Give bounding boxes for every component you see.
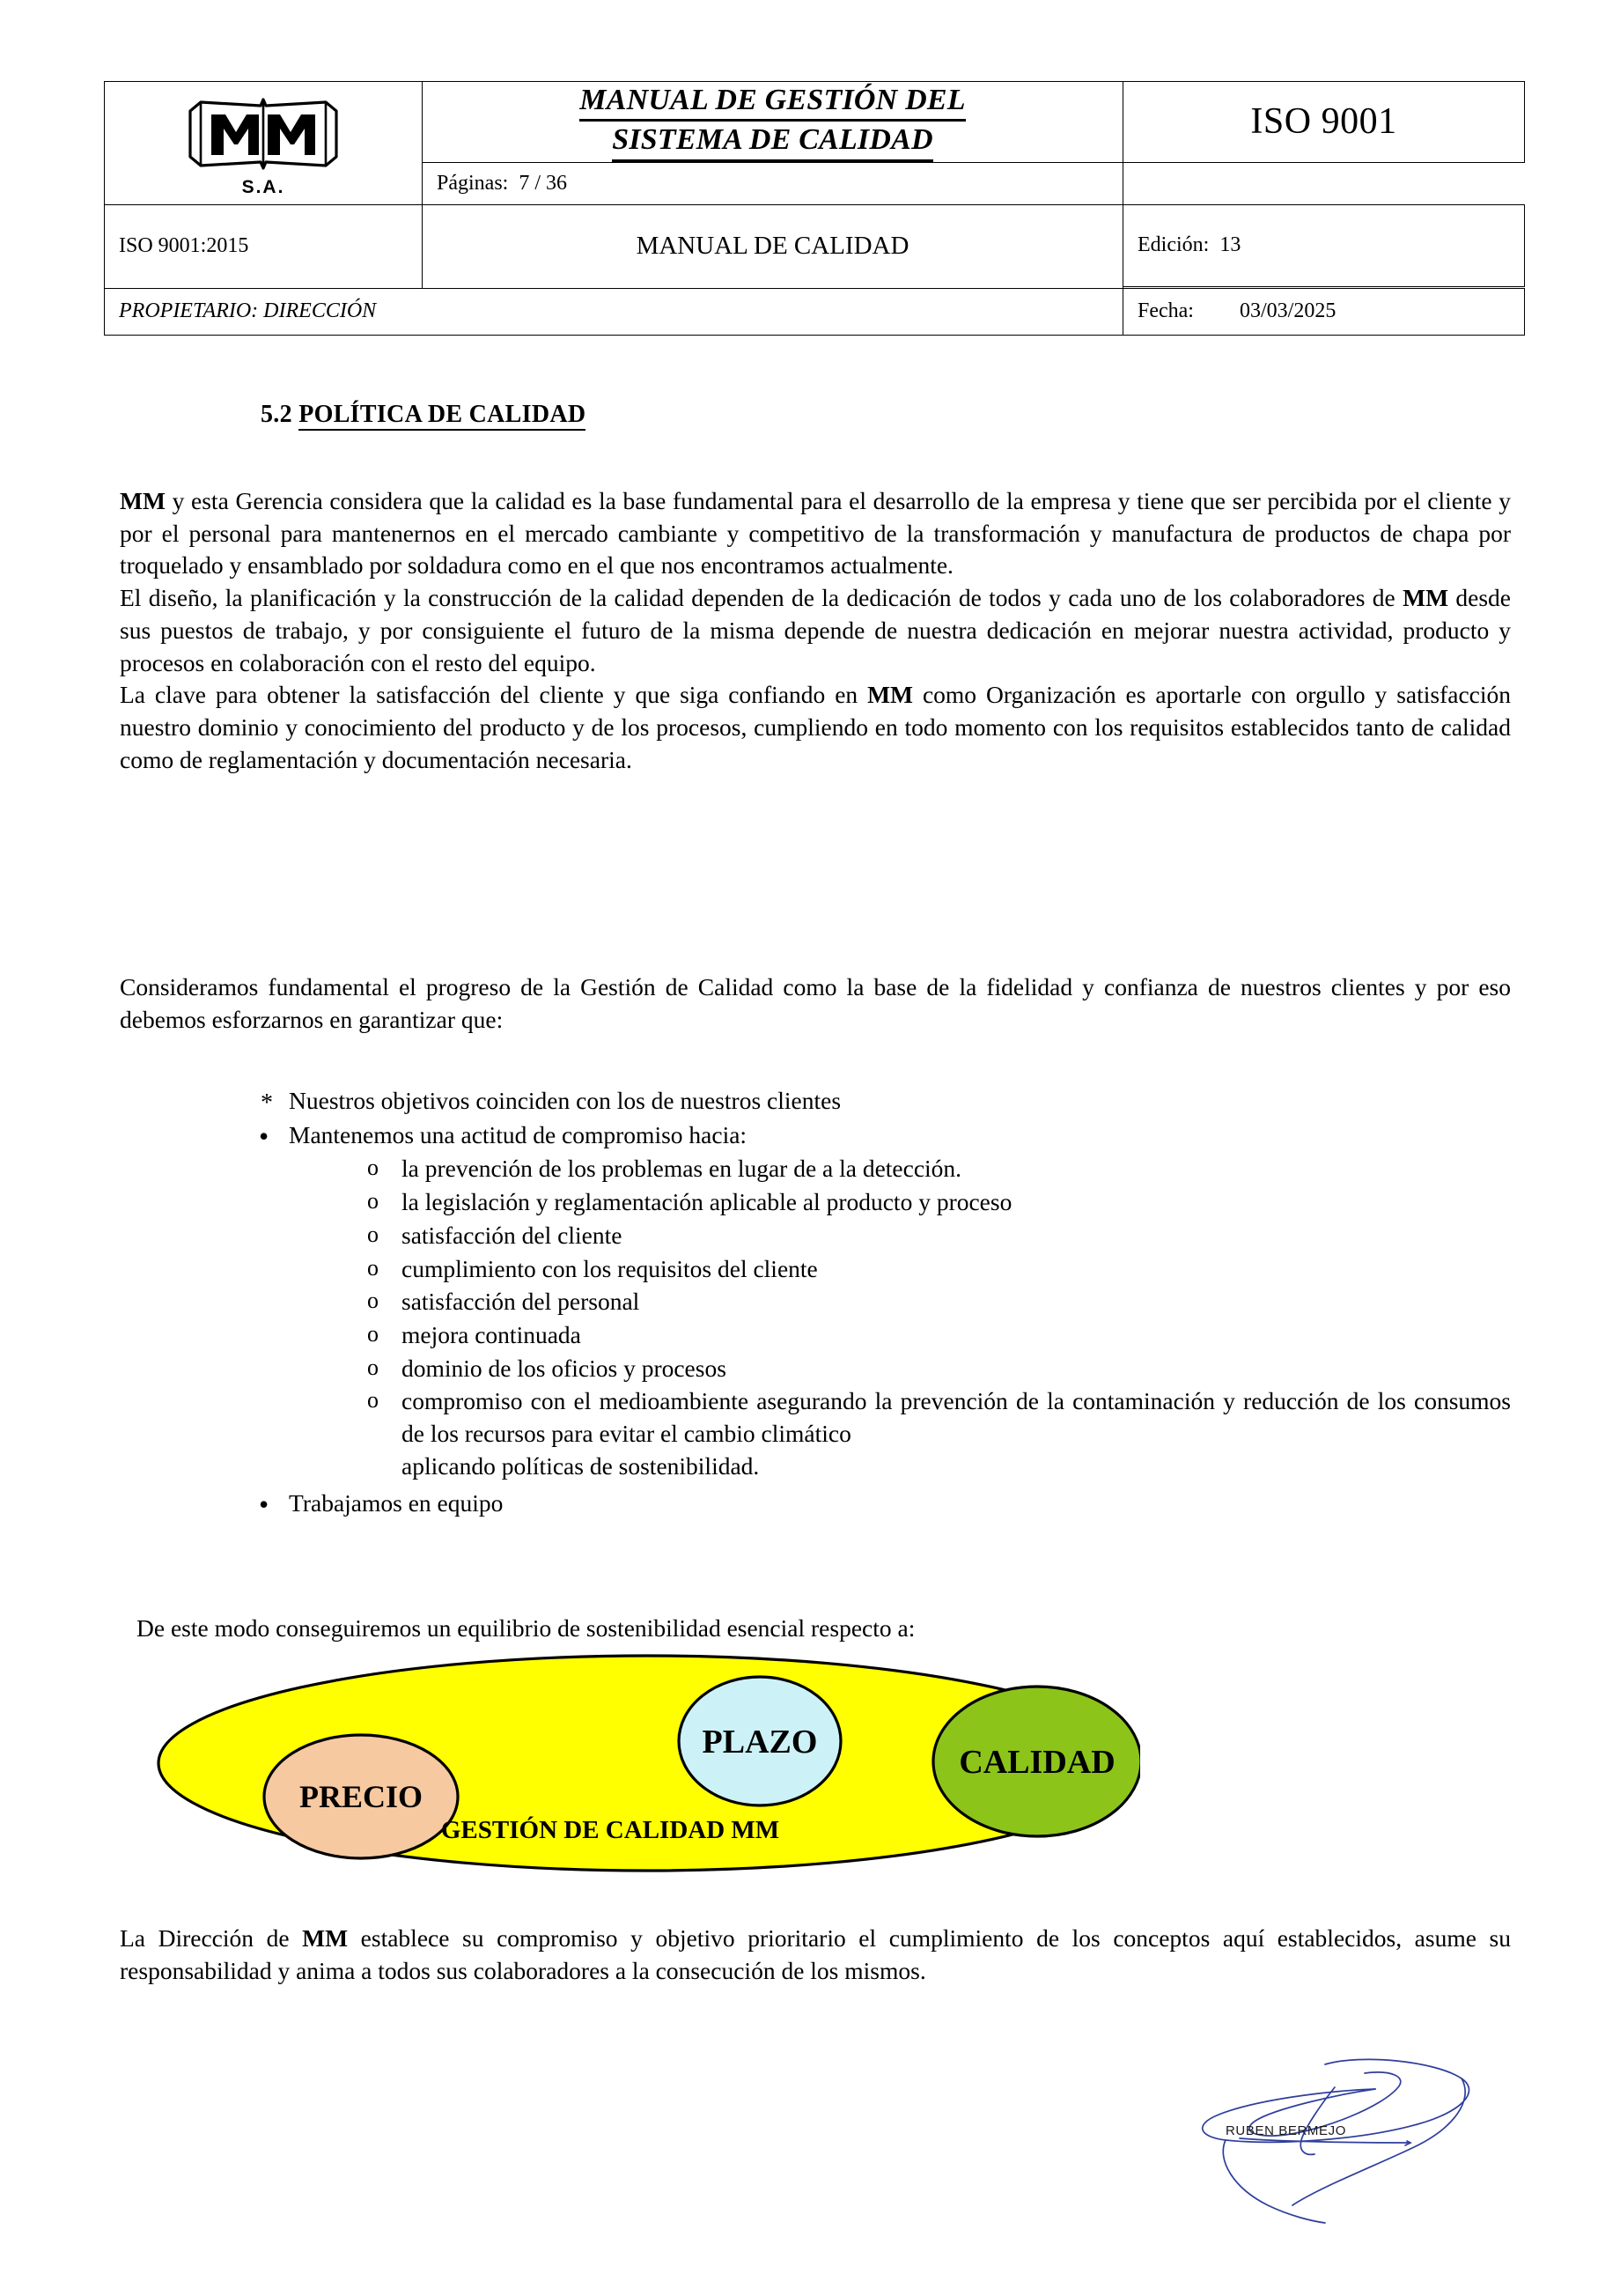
date-label: Fecha: (1138, 299, 1194, 323)
date-value: 03/03/2025 (1239, 299, 1336, 323)
round-bullet-icon: • (259, 1119, 269, 1152)
edition-label: Edición: (1138, 233, 1210, 257)
asterisk-bullet-icon: * (261, 1089, 273, 1117)
list-item-label: Mantenemos una actitud de compromiso hacia: (289, 1120, 747, 1148)
paragraph-6-bold: MM (302, 1924, 349, 1952)
document-header-table (104, 81, 1525, 336)
mm-monogram-icon (180, 92, 347, 176)
pages-cell (423, 162, 1123, 204)
signature-svg (1171, 2054, 1488, 2230)
standard-cell (1123, 82, 1525, 163)
mm-logo (180, 88, 347, 198)
edition-value: 13 (1219, 233, 1241, 257)
paragraph-2-text-a: El diseño, la planificación y la construcción de la calidad dependen de la dedicación de todos y cada uno de los colaboradores de (120, 584, 1403, 612)
list-item (120, 1488, 1511, 1520)
list-item-label: Trabajamos en equipo (289, 1489, 504, 1517)
paragraph-6-text-b: establece su compromiso y objetivo prioritario el cumplimiento de los conceptos aquí establecidos, asume su responsabilidad y anima a todos sus colaboradores a la consecución de los mismos. (120, 1924, 1511, 1984)
header-row-owner (105, 288, 1525, 335)
manual-title-line2: SISTEMA DE CALIDAD (612, 122, 933, 161)
diagram-intro-text: De este modo conseguiremos un equilibrio de sostenibilidad esencial respecto a: (136, 1614, 916, 1642)
paragraph-1 (120, 485, 1511, 582)
list-item (120, 1153, 1511, 1185)
commitments-list (120, 1085, 1511, 1522)
paragraph-3-text-a: La clave para obtener la satisfacción del cliente y que siga confiando en (120, 681, 868, 709)
list-item (120, 1353, 1511, 1385)
owner-cell: PROPIETARIO: DIRECCIÓN (105, 288, 1123, 335)
closing-paragraph-block (120, 1923, 1511, 1987)
diagram-svg (154, 1650, 1140, 1879)
list-item (120, 1119, 1511, 1152)
list-item-label-continued: aplicando políticas de sostenibilidad. (401, 1451, 760, 1480)
paragraph-1-lead: MM (120, 487, 166, 514)
signature-strokes (1203, 2059, 1469, 2223)
hollow-bullet-icon: o (367, 1221, 379, 1247)
paragraph-4: Consideramos fundamental el progreso de la Gestión de Calidad como la base de la fidelidad y confianza de nuestros clientes y por eso debemos esforzarnos en garantizar que: (120, 973, 1511, 1033)
list-item (120, 1186, 1511, 1219)
manual-title-line1: MANUAL DE GESTIÓN DEL (579, 82, 965, 122)
list-item (120, 1220, 1511, 1252)
list-item-label: satisfacción del personal (401, 1288, 640, 1316)
header-row-title (105, 82, 1525, 163)
list-item-label: compromiso con el medioambiente asegurando la prevención de la contaminación y reducción de los consumos de los recursos para evitar el cambio climático (401, 1387, 1511, 1448)
hollow-bullet-icon: o (367, 1288, 379, 1314)
section-title: POLÍTICA DE CALIDAD (298, 401, 585, 431)
policy-paragraphs (120, 485, 1511, 776)
date-cell (1123, 288, 1525, 335)
manual-title (423, 82, 1123, 162)
paragraph-6 (120, 1923, 1511, 1987)
section-heading (261, 401, 585, 431)
logo-cell (105, 82, 423, 205)
list-item-label: la prevención de los problemas en lugar de a la detección. (401, 1155, 962, 1183)
hollow-bullet-icon: o (367, 1155, 379, 1181)
header-row-iso-year (105, 204, 1525, 286)
outer-ellipse-label: GESTIÓN DE CALIDAD MM (440, 1816, 780, 1844)
doc-type-cell: MANUAL DE CALIDAD (423, 204, 1123, 288)
list-item-label: satisfacción del cliente (401, 1221, 622, 1249)
list-item (120, 1385, 1511, 1482)
hollow-bullet-icon: o (367, 1387, 379, 1414)
paragraph-2-text-b: desde sus puestos de trabajo, y por consiguiente el futuro de la misma depende de nuestra dedicación en mejorar nuestra actividad, producto y procesos en colaboración con el resto del equipo. (120, 584, 1511, 676)
pages-value: 7 / 36 (519, 171, 567, 195)
paragraph-3-bold: MM (867, 681, 914, 709)
hollow-bullet-icon: o (367, 1320, 379, 1347)
guarantee-intro-paragraph (120, 971, 1511, 1036)
list-item (120, 1286, 1511, 1318)
list-item-label: dominio de los oficios y procesos (401, 1354, 726, 1382)
paragraph-3-text-b: como Organización es aportarle con orgullo y satisfacción nuestro dominio y conocimiento del producto y de los procesos, cumpliendo en todo momento con los requisitos establecidos tanto de calidad como de reglamentación y documentación necesaria. (120, 681, 1512, 773)
manual-title-cell (423, 82, 1123, 163)
signature-name: RUBEN BERMEJO (1226, 2123, 1346, 2138)
standard-label: ISO 9001 (1250, 101, 1397, 143)
list-item (120, 1085, 1511, 1118)
section-number: 5.2 (261, 401, 292, 428)
list-item (120, 1319, 1511, 1352)
hollow-bullet-icon: o (367, 1254, 379, 1281)
list-item-label: la legislación y reglamentación aplicable al producto y proceso (401, 1188, 1012, 1216)
list-item-label: Nuestros objetivos coinciden con los de nuestros clientes (289, 1087, 842, 1114)
hollow-bullet-icon: o (367, 1354, 379, 1380)
edition-cell (1123, 204, 1525, 286)
paragraph-2 (120, 582, 1511, 679)
paragraph-6-text-a: La Dirección de (120, 1924, 303, 1952)
list-item-label-block (401, 1385, 1511, 1482)
ellipse-calidad-label: CALIDAD (959, 1744, 1116, 1781)
round-bullet-icon: • (259, 1488, 269, 1521)
sustainability-balance-diagram (154, 1650, 1140, 1879)
list-item-label: cumplimiento con los requisitos del cliente (401, 1254, 818, 1282)
ellipse-plazo-label: PLAZO (702, 1724, 818, 1761)
hollow-bullet-icon: o (367, 1188, 379, 1214)
signature-block (1171, 2054, 1488, 2230)
paragraph-3 (120, 679, 1511, 776)
list-item-label: mejora continuada (401, 1320, 581, 1348)
paragraph-2-bold: MM (1403, 584, 1449, 612)
paragraph-1-text: y esta Gerencia considera que la calidad es la base fundamental para el desarrollo de la empresa y tiene que ser percibida por el cliente y por el personal para mantenernos en el mercado cambiante y competitivo de la transformación y manufactura de productos de chapa por troquelado y ensamblado por soldadura como en el que nos encontramos actualmente. (120, 487, 1511, 580)
ellipse-precio-label: PRECIO (298, 1779, 423, 1814)
list-item (120, 1253, 1511, 1286)
logo-sa-label: S.A. (241, 176, 285, 197)
pages-label: Páginas: (437, 171, 509, 195)
iso-year-cell: ISO 9001:2015 (105, 204, 423, 288)
